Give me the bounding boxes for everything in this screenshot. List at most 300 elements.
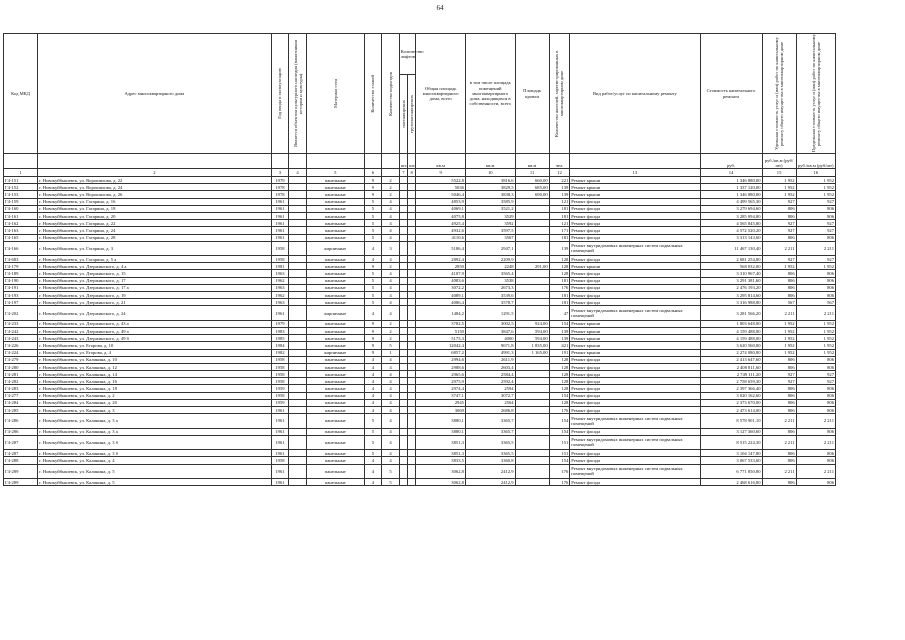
cell-code: Г4-191 bbox=[4, 284, 38, 291]
cell-cultural bbox=[289, 378, 307, 385]
header-max-cost-cell bbox=[796, 34, 835, 154]
cell-code: Г4-162 bbox=[4, 220, 38, 227]
cell-roof-area bbox=[515, 198, 549, 205]
cell-material: панельные bbox=[306, 234, 364, 241]
cell-area-total: 5150 bbox=[416, 327, 466, 334]
cell-floors: 4 bbox=[364, 385, 382, 392]
cell-year: 1958 bbox=[271, 241, 289, 255]
cell-unit-cost: 806 bbox=[762, 234, 796, 241]
cell-area-total: 4110,6 bbox=[416, 234, 466, 241]
cell-lifts-pass bbox=[399, 184, 407, 191]
cell-unit-cost: 1 952 bbox=[762, 320, 796, 327]
cell-address: г. Новокуйбышевск, ул. Гагарина, д. 22 bbox=[38, 220, 272, 227]
cell-entrances: 4 bbox=[382, 212, 400, 219]
cell-cultural bbox=[289, 349, 307, 356]
cell-cultural bbox=[289, 363, 307, 370]
cell-cultural bbox=[289, 342, 307, 349]
unit-cell bbox=[364, 154, 382, 169]
cell-year: 1963 bbox=[271, 299, 289, 306]
cell-entrances: 2 bbox=[382, 191, 400, 198]
cell-lifts-freight bbox=[408, 270, 416, 277]
cell-lifts-freight bbox=[408, 184, 416, 191]
cell-cost: 3 281 566,20 bbox=[700, 306, 762, 320]
cell-entrances: 4 bbox=[382, 299, 400, 306]
cell-works: Ремонт фасада bbox=[570, 205, 700, 212]
cell-material: панельные bbox=[306, 435, 364, 449]
cell-roof-area: 291,00 bbox=[515, 263, 549, 270]
cell-area-total: 2974,4 bbox=[416, 385, 466, 392]
cell-max-cost: 2 211 bbox=[796, 306, 835, 320]
cell-lifts-pass bbox=[399, 371, 407, 378]
cell-year: 1959 bbox=[271, 385, 289, 392]
cell-material: панельные bbox=[306, 335, 364, 342]
cell-max-cost: 806 bbox=[796, 212, 835, 219]
cell-floors: 4 bbox=[364, 356, 382, 363]
header-cultural-cell bbox=[289, 34, 307, 154]
cell-entrances: 2 bbox=[382, 263, 400, 270]
cell-entrances: 3 bbox=[382, 241, 400, 255]
cell-cost: 2 413 647,60 bbox=[700, 356, 762, 363]
cell-unit-cost: 2 211 bbox=[762, 414, 796, 428]
cell-lifts-pass bbox=[399, 320, 407, 327]
cell-max-cost: 806 bbox=[796, 392, 835, 399]
cell-lifts-pass bbox=[399, 198, 407, 205]
cell-material: панельные bbox=[306, 342, 364, 349]
table-row bbox=[4, 428, 836, 435]
cell-unit-cost: 927 bbox=[762, 198, 796, 205]
cell-residents: 181 bbox=[549, 234, 570, 241]
cell-address: г. Новокуйбышевск, ул. Калинина, д. 3 bbox=[38, 407, 272, 414]
cell-roof-area bbox=[515, 435, 549, 449]
cell-floors: 9 bbox=[364, 349, 382, 356]
cell-material: панельные bbox=[306, 356, 364, 363]
table-row bbox=[4, 414, 836, 428]
cell-residents: 128 bbox=[549, 363, 570, 370]
cell-area-total: 5036 bbox=[416, 184, 466, 191]
cell-residents: 181 bbox=[549, 292, 570, 299]
cell-unit-cost: 927 bbox=[762, 371, 796, 378]
cell-year: 1959 bbox=[271, 399, 289, 406]
cell-area-total: 3747,1 bbox=[416, 392, 466, 399]
cell-floors: 9 bbox=[364, 191, 382, 198]
cell-year: 1979 bbox=[271, 320, 289, 327]
cell-max-cost: 806 bbox=[796, 478, 835, 485]
cell-unit-cost: 1 952 bbox=[762, 263, 796, 270]
cell-cost: 3 620 560,00 bbox=[700, 342, 762, 349]
cell-area-total: 4086,4 bbox=[416, 299, 466, 306]
cell-code: Г4-189 bbox=[4, 270, 38, 277]
header-row bbox=[4, 34, 836, 75]
cell-cultural bbox=[289, 457, 307, 464]
table-row bbox=[4, 299, 836, 306]
cell-cost: 2 397 366,40 bbox=[700, 385, 762, 392]
cell-cultural bbox=[289, 407, 307, 414]
cell-area-owned: 3002,5 bbox=[465, 320, 515, 327]
table-row bbox=[4, 349, 836, 356]
cell-lifts-freight bbox=[408, 428, 416, 435]
cell-material: панельные bbox=[306, 256, 364, 263]
cell-works: Ремонт фасада bbox=[570, 428, 700, 435]
table-row bbox=[4, 270, 836, 277]
cell-lifts-freight bbox=[408, 277, 416, 284]
cell-lifts-pass bbox=[399, 191, 407, 198]
cell-works: Ремонт фасада bbox=[570, 212, 700, 219]
cell-lifts-freight bbox=[408, 363, 416, 370]
cell-address: г. Новокуйбышевск, ул. Гагарина, д. 5 а bbox=[38, 256, 272, 263]
cell-unit-cost: 806 bbox=[762, 205, 796, 212]
cell-lifts-freight bbox=[408, 378, 416, 385]
cell-material: панельные bbox=[306, 464, 364, 478]
cell-cost: 3 020 162,60 bbox=[700, 392, 762, 399]
header-area-total: Общая площадь многоквартирного дома, всего bbox=[416, 34, 466, 154]
cell-residents: 139 bbox=[549, 191, 570, 198]
cell-lifts-freight bbox=[408, 335, 416, 342]
cell-unit-cost: 2 211 bbox=[762, 435, 796, 449]
cell-cost: 1 346 880,00 bbox=[700, 191, 762, 198]
cell-entrances: 4 bbox=[382, 205, 400, 212]
cell-residents: 121 bbox=[549, 220, 570, 227]
cell-lifts-freight bbox=[408, 464, 416, 478]
cell-roof-area: 924,00 bbox=[515, 320, 549, 327]
cell-residents: 181 bbox=[549, 299, 570, 306]
cell-year: 1961 bbox=[271, 234, 289, 241]
cell-area-owned: 2603,4 bbox=[465, 363, 515, 370]
cell-unit-cost: 806 bbox=[762, 270, 796, 277]
cell-code: Г4-286 bbox=[4, 428, 38, 435]
cell-area-owned: 2564 bbox=[465, 399, 515, 406]
cell-cost: 3 291 381,60 bbox=[700, 277, 762, 284]
cell-roof-area bbox=[515, 414, 549, 428]
cell-max-cost: 806 bbox=[796, 385, 835, 392]
cell-residents: 154 bbox=[549, 320, 570, 327]
cell-area-owned: 3578,7 bbox=[465, 299, 515, 306]
cell-cultural bbox=[289, 392, 307, 399]
cell-address: г. Новокуйбышевск, ул. Калинина, д. 10 bbox=[38, 356, 272, 363]
cell-area-total: 2965,6 bbox=[416, 371, 466, 378]
cell-cultural bbox=[289, 212, 307, 219]
cell-cultural bbox=[289, 385, 307, 392]
cell-lifts-pass bbox=[399, 292, 407, 299]
cell-residents: 128 bbox=[549, 371, 570, 378]
cell-roof-area bbox=[515, 464, 549, 478]
table-row bbox=[4, 435, 836, 449]
cell-year: 1963 bbox=[271, 270, 289, 277]
cell-lifts-pass bbox=[399, 385, 407, 392]
cell-address: г. Новокуйбышевск, ул. Калинина, д. 18 bbox=[38, 385, 272, 392]
cell-unit-cost: 806 bbox=[762, 457, 796, 464]
column-number-cell: 7 bbox=[399, 169, 407, 177]
cell-cultural bbox=[289, 399, 307, 406]
cell-roof-area bbox=[515, 371, 549, 378]
cell-area-total: 5186,4 bbox=[416, 241, 466, 255]
cell-lifts-freight bbox=[408, 399, 416, 406]
cell-lifts-freight bbox=[408, 371, 416, 378]
header-residents-cell bbox=[549, 34, 570, 154]
cell-cultural bbox=[289, 220, 307, 227]
cell-max-cost: 1 952 bbox=[796, 335, 835, 342]
cell-floors: 5 bbox=[364, 435, 382, 449]
cell-area-total: 3851,3 bbox=[416, 435, 466, 449]
cell-lifts-freight bbox=[408, 299, 416, 306]
column-number-cell: 16 bbox=[796, 169, 835, 177]
cell-code: Г4-202 bbox=[4, 306, 38, 320]
cell-residents: 128 bbox=[549, 399, 570, 406]
cell-code: Г4-165 bbox=[4, 234, 38, 241]
cell-entrances: 4 bbox=[382, 385, 400, 392]
cell-residents: 421 bbox=[549, 342, 570, 349]
cell-area-owned: 9671,8 bbox=[465, 342, 515, 349]
cell-cost: 3 127 360,60 bbox=[700, 428, 762, 435]
cell-entrances: 2 bbox=[382, 177, 400, 184]
header-year: Год ввода в эксплуатацию bbox=[277, 68, 283, 119]
cell-max-cost: 1 952 bbox=[796, 177, 835, 184]
cell-floors: 4 bbox=[364, 378, 382, 385]
cell-entrances: 4 bbox=[382, 356, 400, 363]
cell-unit-cost: 927 bbox=[762, 256, 796, 263]
cell-residents: 221 bbox=[549, 177, 570, 184]
cell-roof-area bbox=[515, 457, 549, 464]
cell-address: г. Новокуйбышевск, ул. Дзержинского, д. 17 а bbox=[38, 284, 272, 291]
table-row bbox=[4, 184, 836, 191]
table-row bbox=[4, 277, 836, 284]
cell-code: Г4-161 bbox=[4, 212, 38, 219]
cell-lifts-pass bbox=[399, 306, 407, 320]
cell-material: кирпичные bbox=[306, 241, 364, 255]
cell-area-owned: 3597,5 bbox=[465, 227, 515, 234]
cell-max-cost: 806 bbox=[796, 399, 835, 406]
cell-residents: 154 bbox=[549, 414, 570, 428]
cell-entrances: 4 bbox=[382, 378, 400, 385]
cell-cost: 3 104 147,80 bbox=[700, 450, 762, 457]
header-lifts-freight: грузопассажирских bbox=[409, 94, 415, 134]
cell-works: Ремонт фасада bbox=[570, 284, 700, 291]
cell-unit-cost: 927 bbox=[762, 378, 796, 385]
table-row bbox=[4, 306, 836, 320]
table-row bbox=[4, 450, 836, 457]
cell-works: Ремонт крыши bbox=[570, 335, 700, 342]
cell-lifts-freight bbox=[408, 407, 416, 414]
header-entrances: Количество подъездов bbox=[388, 71, 394, 116]
cell-floors: 4 bbox=[364, 478, 382, 485]
cell-unit-cost: 567 bbox=[762, 299, 796, 306]
cell-max-cost: 806 bbox=[796, 457, 835, 464]
cell-material: панельные bbox=[306, 299, 364, 306]
cell-floors: 5 bbox=[364, 450, 382, 457]
cell-works: Ремонт крыши bbox=[570, 320, 700, 327]
cell-area-total: 6857,2 bbox=[416, 349, 466, 356]
cell-lifts-freight bbox=[408, 284, 416, 291]
cell-entrances: 4 bbox=[382, 306, 400, 320]
cell-works: Ремонт фасада bbox=[570, 234, 700, 241]
column-number-cell: 6 bbox=[364, 169, 382, 177]
cell-entrances: 4 bbox=[382, 270, 400, 277]
cell-entrances: 4 bbox=[382, 227, 400, 234]
cell-max-cost: 567 bbox=[796, 299, 835, 306]
cell-works: Ремонт фасада bbox=[570, 385, 700, 392]
cell-floors: 4 bbox=[364, 464, 382, 478]
table-row bbox=[4, 407, 836, 414]
cell-year: 1958 bbox=[271, 363, 289, 370]
cell-floors: 5 bbox=[364, 277, 382, 284]
cell-address: г. Новокуйбышевск, ул. Калинина, д. 5 bbox=[38, 478, 272, 485]
cell-area-owned: 1291,5 bbox=[465, 306, 515, 320]
table-row bbox=[4, 392, 836, 399]
cell-works: Ремонт фасада bbox=[570, 457, 700, 464]
cell-max-cost: 927 bbox=[796, 378, 835, 385]
cell-area-total: 2850 bbox=[416, 263, 466, 270]
cell-code: Г4-286 bbox=[4, 414, 38, 428]
cell-area-owned: 4000 bbox=[465, 335, 515, 342]
cell-material: панельные bbox=[306, 270, 364, 277]
cell-area-total: 4083,6 bbox=[416, 277, 466, 284]
cell-max-cost: 1 952 bbox=[796, 191, 835, 198]
table-row bbox=[4, 457, 836, 464]
cell-floors: 9 bbox=[364, 184, 382, 191]
cell-unit-cost: 1 952 bbox=[762, 349, 796, 356]
cell-residents: 176 bbox=[549, 284, 570, 291]
cell-address: г. Новокуйбышевск, ул. Дзержинского, д. 43 а bbox=[38, 320, 272, 327]
cell-works: Ремонт фасада bbox=[570, 292, 700, 299]
cell-cost: 11 467 130,40 bbox=[700, 241, 762, 255]
cell-area-total: 1484,2 bbox=[416, 306, 466, 320]
cell-cost: 4 572 520,20 bbox=[700, 227, 762, 234]
cell-year: 1961 bbox=[271, 227, 289, 234]
cell-cultural bbox=[289, 306, 307, 320]
cell-entrances: 2 bbox=[382, 327, 400, 334]
cell-unit-cost: 2 211 bbox=[762, 241, 796, 255]
cell-roof-area: 690,00 bbox=[515, 191, 549, 198]
cell-lifts-freight bbox=[408, 342, 416, 349]
cell-area-total: 2892,4 bbox=[416, 256, 466, 263]
cell-cultural bbox=[289, 256, 307, 263]
cell-cost: 1 803 648,00 bbox=[700, 320, 762, 327]
cell-address: г. Новокуйбышевск, ул. Ворошилова, д. 22 bbox=[38, 177, 272, 184]
cell-cultural bbox=[289, 184, 307, 191]
cell-works: Ремонт фасада bbox=[570, 256, 700, 263]
cell-code: Г4-282 bbox=[4, 378, 38, 385]
cell-entrances: 4 bbox=[382, 428, 400, 435]
cell-lifts-freight bbox=[408, 263, 416, 270]
column-number-cell: 15 bbox=[762, 169, 796, 177]
cell-code: Г4-242 bbox=[4, 327, 38, 334]
cell-works: Ремонт крыши bbox=[570, 184, 700, 191]
cell-cultural bbox=[289, 284, 307, 291]
cell-cost: 4 159 488,00 bbox=[700, 327, 762, 334]
cell-works: Ремонт фасада bbox=[570, 378, 700, 385]
cell-cost: 8 578 901,10 bbox=[700, 414, 762, 428]
table-row bbox=[4, 241, 836, 255]
cell-material: панельные bbox=[306, 191, 364, 198]
header-works: Вид работ/услуг по капитальному ремонту bbox=[570, 34, 700, 154]
cell-code: Г4-279 bbox=[4, 356, 38, 363]
cell-roof-area bbox=[515, 292, 549, 299]
cell-year: 1961 bbox=[271, 212, 289, 219]
cell-floors: 9 bbox=[364, 327, 382, 334]
cell-lifts-freight bbox=[408, 191, 416, 198]
cell-material: панельные bbox=[306, 220, 364, 227]
cell-material: панельные bbox=[306, 478, 364, 485]
cell-address: г. Новокуйбышевск, ул. Калинина, д. 16 bbox=[38, 378, 272, 385]
cell-lifts-freight bbox=[408, 212, 416, 219]
unit-cell: кв.м bbox=[465, 154, 515, 169]
cell-works: Ремонт фасада bbox=[570, 356, 700, 363]
cell-unit-cost: 806 bbox=[762, 399, 796, 406]
table-row bbox=[4, 385, 836, 392]
cell-works: Ремонт фасада bbox=[570, 363, 700, 370]
cell-floors: 5 bbox=[364, 212, 382, 219]
unit-cell: кв.м bbox=[416, 154, 466, 169]
cell-material: панельные bbox=[306, 392, 364, 399]
cell-entrances: 4 bbox=[382, 435, 400, 449]
cell-material: панельные bbox=[306, 177, 364, 184]
cell-area-total: 4932,6 bbox=[416, 227, 466, 234]
cell-address: г. Новокуйбышевск, ул. Гагарина, д. 18 bbox=[38, 205, 272, 212]
cell-floors: 4 bbox=[364, 399, 382, 406]
cell-area-owned: 2947,1 bbox=[465, 241, 515, 255]
cell-unit-cost: 1 952 bbox=[762, 327, 796, 334]
cell-floors: 5 bbox=[364, 227, 382, 234]
cell-max-cost: 927 bbox=[796, 256, 835, 263]
cell-unit-cost: 1 952 bbox=[762, 342, 796, 349]
cell-entrances: 4 bbox=[382, 399, 400, 406]
table-row bbox=[4, 227, 836, 234]
table-row bbox=[4, 177, 836, 184]
cell-cultural bbox=[289, 263, 307, 270]
cell-max-cost: 1 952 bbox=[796, 320, 835, 327]
column-number-cell: 13 bbox=[570, 169, 700, 177]
cell-lifts-pass bbox=[399, 241, 407, 255]
unit-cell bbox=[289, 154, 307, 169]
cell-code: Г4-285 bbox=[4, 407, 38, 414]
cell-code: Г4-226 bbox=[4, 342, 38, 349]
cell-unit-cost: 806 bbox=[762, 478, 796, 485]
unit-cell: кв.м bbox=[515, 154, 549, 169]
cell-code: Г4-233 bbox=[4, 320, 38, 327]
cell-code: Г4-280 bbox=[4, 363, 38, 370]
cell-area-total: 3062,8 bbox=[416, 464, 466, 478]
cell-cultural bbox=[289, 227, 307, 234]
cell-residents: 176 bbox=[549, 464, 570, 478]
cell-material: панельные bbox=[306, 428, 364, 435]
cell-roof-area bbox=[515, 306, 549, 320]
cell-unit-cost: 806 bbox=[762, 385, 796, 392]
cell-material: панельные bbox=[306, 263, 364, 270]
unit-cell bbox=[4, 154, 38, 169]
cell-code: Г4-151 bbox=[4, 177, 38, 184]
column-number-cell: 5 bbox=[306, 169, 364, 177]
cell-area-total: 2975,9 bbox=[416, 378, 466, 385]
cell-area-owned: 3592 bbox=[465, 220, 515, 227]
cell-cost: 3 067 533,60 bbox=[700, 457, 762, 464]
cell-address: г. Новокуйбышевск, ул. Калинина, д. 3 б bbox=[38, 450, 272, 457]
header-cost: Стоимость капитального ремонта bbox=[700, 34, 762, 154]
cell-unit-cost: 806 bbox=[762, 284, 796, 291]
cell-entrances: 4 bbox=[382, 363, 400, 370]
cell-area-total: 2994,6 bbox=[416, 356, 466, 363]
column-number-cell: 12 bbox=[549, 169, 570, 177]
cell-roof-area bbox=[515, 392, 549, 399]
cell-residents: 139 bbox=[549, 241, 570, 255]
cell-works: Ремонт внутридомовых инженерных систем подвальных помещений bbox=[570, 241, 700, 255]
cell-cost: 2 468 616,80 bbox=[700, 478, 762, 485]
cell-area-total: 3782,5 bbox=[416, 320, 466, 327]
cell-area-owned: 2412,9 bbox=[465, 478, 515, 485]
unit-cell bbox=[271, 154, 289, 169]
cell-roof-area bbox=[515, 241, 549, 255]
cell-max-cost: 806 bbox=[796, 407, 835, 414]
cell-floors: 4 bbox=[364, 371, 382, 378]
unit-cell: руб./кв.м (руб/шт) bbox=[762, 154, 796, 169]
